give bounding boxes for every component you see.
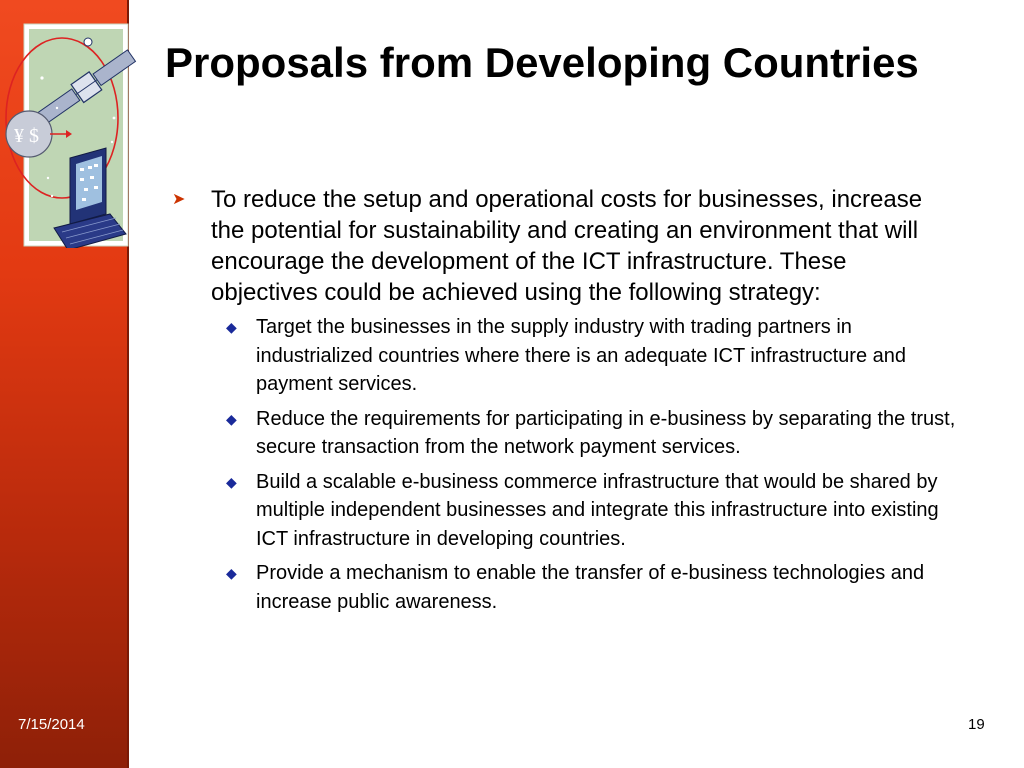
sub-bullet-text: Provide a mechanism to enable the transfer of e-business technologies and increase public awareness. <box>256 562 925 613</box>
slide-content <box>168 184 958 622</box>
slide-date: 7/15/2014 <box>18 716 85 733</box>
sub-bullet-text: Build a scalable e-business commerce infrastructure that would be shared by multiple independent businesses and integrate this infrastructure into existing ICT infrastructure in developing countries. <box>256 470 939 550</box>
diamond-bullet-icon: ◆ <box>226 319 237 335</box>
sub-bullet-item <box>211 559 958 616</box>
sub-bullet-text: Target the businesses in the supply industry with trading partners in industrialized countries where there is an adequate ICT infrastructure and payment services. <box>256 316 906 395</box>
sub-bullet-item <box>211 468 958 554</box>
satellite-computer-clipart-icon <box>2 18 152 248</box>
slide-title: Proposals from Developing Countries <box>165 39 919 86</box>
diamond-bullet-icon: ◆ <box>226 565 237 581</box>
diamond-bullet-icon: ◆ <box>226 410 237 427</box>
sub-bullet-item <box>211 405 958 462</box>
sub-bullet-text: Reduce the requirements for participating in e-business by separating the trust, secure transaction from the network payment services. <box>256 407 956 458</box>
slide-number: 19 <box>968 716 985 733</box>
sub-bullet-list <box>168 313 958 616</box>
main-bullet-item <box>168 184 958 308</box>
diamond-bullet-icon: ◆ <box>226 473 237 490</box>
currency-symbols: ¥ $ <box>14 125 39 147</box>
main-bullet-text: To reduce the setup and operational costs for businesses, increase the potential for sustainability and creating an environment that will encourage the development of the ICT infrastructure. These objectives could be achieved using the following strategy: <box>211 186 923 306</box>
sub-bullet-item <box>211 313 958 399</box>
arrowhead-bullet-icon: ➤ <box>172 191 186 208</box>
